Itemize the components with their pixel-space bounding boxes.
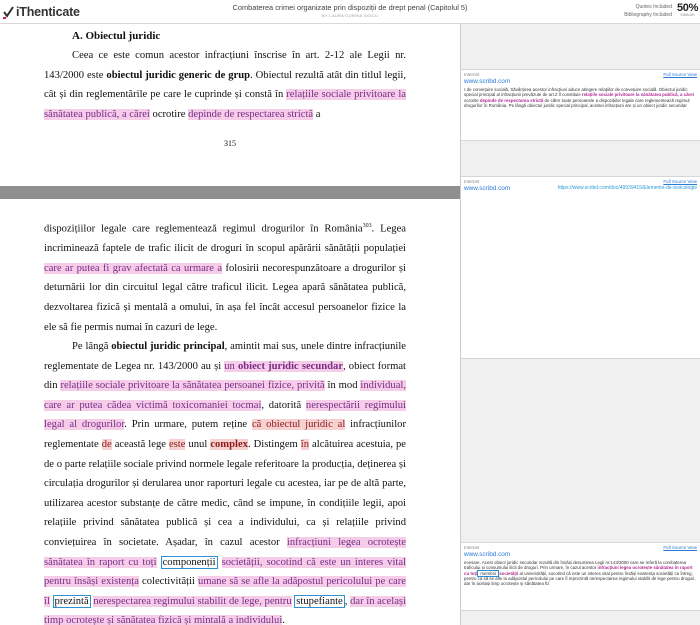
match-highlight[interactable]: nerespectarea regimului stabilit de lege, pentru [93, 595, 292, 607]
top-bar [0, 0, 700, 24]
ithenticate-checkmark-icon [3, 6, 14, 19]
match-highlight[interactable]: societății, socotind că este un interes vital pentru însăși existența [44, 556, 407, 588]
section-heading: A. Obiectul juridic [72, 30, 161, 42]
source-category: Internet [464, 179, 480, 184]
full-source-view-link[interactable]: Full Source View [663, 72, 697, 77]
match-highlight[interactable]: dar în același timp ocrotește și sănătatea fizică și mintală a individului [44, 595, 406, 625]
source-category: Internet [464, 72, 480, 77]
quotes-filter-label[interactable]: Quotes Included [635, 4, 672, 10]
match-highlight[interactable]: individual, care ar putea cădea victimă toxicomaniei tocmai [44, 380, 407, 411]
word-difference-box[interactable]: stupefiante [296, 595, 343, 607]
source-card[interactable] [461, 176, 700, 359]
match-highlight-secondary[interactable]: că obiectul juridic al [251, 419, 346, 431]
logo-text: iThenticate [16, 5, 80, 19]
match-highlight[interactable]: depinde de respectarea strictă [188, 108, 314, 120]
source-url[interactable]: https://www.scribd.com/doc/49939415/Elemente-de-toxicologie [557, 185, 697, 191]
similarity-label: SIMILAR [680, 13, 695, 17]
match-highlight-secondary[interactable]: în [300, 439, 310, 451]
footnote-ref[interactable]: 303 [362, 223, 372, 229]
match-highlight[interactable]: umane să se afle la adăpostul pericolului pe care îl [44, 576, 406, 607]
match-highlight[interactable]: relațiile sociale privitoare la sănătatea persoanei fizice, privită [60, 380, 325, 392]
page2-paragraphs: dispozițiilor legale care reglementează regimul drogurilor în România$^{303}$. Legea incriminează faptele de trafic ilicit de droguri în scopul apărării sănătății populației care ar putea fi grav afectată ca urmare a folosirii necorespunzătoare a drogurilor și deturnării lor din circuitul legal către traficul ilicit. Legea apară sănătatea publică, dezvoltarea fizică și mentală a omului, în așa fel încât accesul persoanelor fizice la ele să fie permis numai în cazuri de lege. Pe lângă obiectul juridic principal, amintit mai sus, unele dintre infracțiunile reglementate de Legea nr. 143/2000 au și un obiect juridic secundar, obiect format din relațiile sociale privitoare la sănătatea persoanei fizice, privită în mod individual, care ar putea cădea victimă toxicomaniei tocmai, datorită nerespectării regimului legal al drogurilor. Prin urmare, putem reține că obiectul juridic al infracțiunilor reglementate de această lege este unul complex. Distingem în alcătuirea acestuia, pe de o parte relațiile sociale privind normele legale referitoare la producția, deținerea și circulația drogurilor și derularea unor raporturi legale cu acestea, iar pe de altă parte, utilizarea acestor substanțe de către medic, când se impune, în condițiile legii, apoi relațiile privind sănătatea publică și cea a individului, ca și relațiile privind conviețuirea în societate. Așadar, în cazul acestor infracțiuni legea ocrotește sănătatea în raport cu toți componenții societății, socotind că este un interes vital pentru însăși existența colectivității umane să se afle la adăpostul pericolului pe care îl prezintă nerespectarea regimului stabilit de lege, pentru stupefiante , dar în același timp ocrotește și sănătatea fizică și mintală a individului. [44, 223, 407, 625]
source-domain[interactable]: www.scribd.com [464, 78, 511, 85]
full-source-view-link[interactable]: Full Source View [663, 179, 697, 184]
match-highlight[interactable]: care ar putea fi grav afectată ca urmare a [44, 262, 223, 274]
source-card[interactable] [461, 542, 700, 611]
filter-status[interactable] [612, 3, 672, 19]
similarity-score [675, 2, 700, 17]
match-highlight[interactable]: un obiect juridic secundar [224, 360, 344, 372]
document-page-316 [0, 199, 460, 625]
source-comparison-panel[interactable] [460, 24, 700, 625]
document-author: BY LAURA CORINA VOICU [321, 13, 379, 18]
page-number: 315 [224, 139, 236, 148]
similarity-percent: 50% [676, 2, 699, 14]
ithenticate-logo[interactable] [3, 4, 80, 20]
source-domain[interactable]: www.scribd.com [464, 551, 511, 558]
word-difference-box[interactable]: componenții [162, 556, 216, 568]
match-highlight-secondary[interactable]: de [101, 439, 112, 451]
match-highlight-secondary[interactable]: complex [210, 439, 248, 451]
source-domain[interactable]: www.scribd.com [464, 185, 511, 192]
page1-paragraph: Ceea ce este comun acestor infracțiuni înscrise în art. 2-12 ale Legii nr. 143/2000 este obiectul juridic generic de grup. Obiectul rezultă atât din titlul legii, cât și din reglementările pe care le cuprinde și constă în relațiile sociale privitoare la sănătatea publică, a cărei ocrotire depinde de respectarea strictă a [44, 50, 406, 120]
source-card[interactable] [461, 69, 700, 141]
full-source-view-link[interactable]: Full Source View [663, 545, 697, 550]
document-title: Combaterea crimei organizate prin dispoziții de drept penal (Capitolul 5) [232, 3, 468, 12]
source-category: Internet [464, 545, 480, 550]
match-highlight[interactable]: relațiile sociale privitoare la sănătatea publică, a cărei [44, 89, 406, 120]
match-highlight[interactable]: nerespectării regimului legal al drogurilor [44, 399, 406, 431]
source-snippet: r de convețuire socială, Săvârșirea acestor infracțiuni aduce atingere relațiilor de convețuire socială. Obiectul juridic special principal al infracțiunii prevăzute de art.2 îl constituie relațiile sociale privitoare la sănătatea publică, a cărei ocrotire depinde de respectarea strictă de către toate persoanele a dispozițiilor legale care reglementează regimul drogurilor în România. Pe lângă obiectul juridic special principal, acestei infracțiuni are și un obiect juridic secundar [464, 87, 694, 108]
source-snippet: ecesare. Acest obiect juridic secundar rezultă din însăși denumirea Legii nr.143/2000 care se referă la combaterea traficului și consumului ilicit de droguri. Prin urmare, în cazul acestor infracțiuni legea ocrotește sănătatea în raport cu toți membrii societății al universității, socotind că este un interes vital pentru însăși existența societății ca întreg, pentru ca să se afle la adăpostul pericolului pe care îl reprezintă nerespectarea regimului stabilit de lege pentru droguri, dar în același timp ocrotește și sănătatea fiz [464, 560, 696, 587]
word-difference-box[interactable]: prezintă [54, 595, 89, 607]
bibliography-filter-label[interactable]: Bibliography Included [624, 12, 672, 18]
match-highlight[interactable]: infracțiuni legea ocrotește sănătatea în raport cu toți [44, 537, 406, 568]
document-viewer[interactable] [0, 24, 460, 625]
match-highlight-secondary[interactable]: este [168, 439, 186, 451]
document-page-315 [0, 24, 460, 186]
